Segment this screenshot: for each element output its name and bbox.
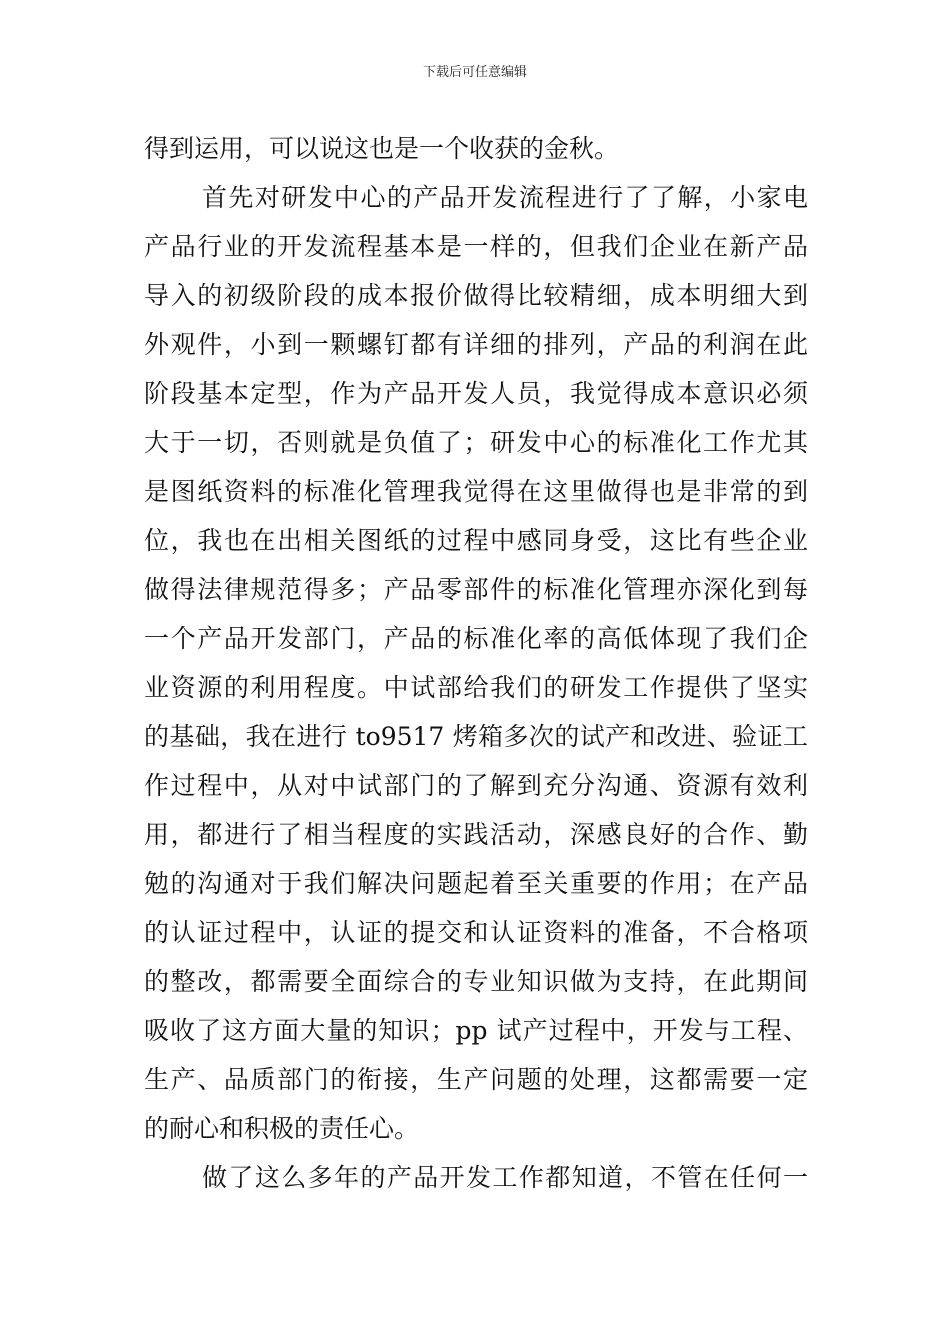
text-line: 大于一切，否则就是负值了；研发中心的标准化工作尤其 xyxy=(144,428,808,457)
text-line: 生产、品质部门的衔接，生产问题的处理，这都需要一定 xyxy=(144,1065,808,1094)
text-line: 勉的沟通对于我们解决问题起着至关重要的作用；在产品 xyxy=(144,869,808,898)
text-line: 的基础，我在进行 to9517 烤箱多次的试产和改进、验证工 xyxy=(144,722,808,751)
text-line: 的整改，都需要全面综合的专业知识做为支持，在此期间 xyxy=(144,967,808,996)
page-header: 下载后可任意编辑 xyxy=(422,65,527,80)
text-line: 做了这么多年的产品开发工作都知道，不管在任何一 xyxy=(202,1163,808,1192)
text-line: 业资源的利用程度。中试部给我们的研发工作提供了坚实 xyxy=(144,673,808,702)
text-line: 的认证过程中，认证的提交和认证资料的准备，不合格项 xyxy=(144,918,808,947)
document-body xyxy=(144,124,808,1202)
text-line: 的耐心和积极的责任心。 xyxy=(144,1114,420,1143)
text-line: 一个产品开发部门，产品的标准化率的高低体现了我们企 xyxy=(144,624,808,653)
text-line: 产品行业的开发流程基本是一样的，但我们企业在新产品 xyxy=(144,232,808,261)
text-line: 用，都进行了相当程度的实践活动，深感良好的合作、勤 xyxy=(144,820,808,849)
text-line: 位，我也在出相关图纸的过程中感同身受，这比有些企业 xyxy=(144,526,808,555)
text-line: 阶段基本定型，作为产品开发人员，我觉得成本意识必须 xyxy=(144,379,808,408)
text-line: 外观件，小到一颗螺钉都有详细的排列，产品的利润在此 xyxy=(144,330,808,359)
text-line: 导入的初级阶段的成本报价做得比较精细，成本明细大到 xyxy=(144,281,808,310)
text-line: 做得法律规范得多；产品零部件的标准化管理亦深化到每 xyxy=(144,575,808,604)
text-line: 是图纸资料的标准化管理我觉得在这里做得也是非常的到 xyxy=(144,477,808,506)
text-line: 首先对研发中心的产品开发流程进行了了解，小家电 xyxy=(202,183,808,212)
text-line: 吸收了这方面大量的知识；pp 试产过程中，开发与工程、 xyxy=(144,1016,808,1045)
text-line: 作过程中，从对中试部门的了解到充分沟通、资源有效利 xyxy=(144,771,808,800)
text-line: 得到运用，可以说这也是一个收获的金秋。 xyxy=(144,134,620,163)
